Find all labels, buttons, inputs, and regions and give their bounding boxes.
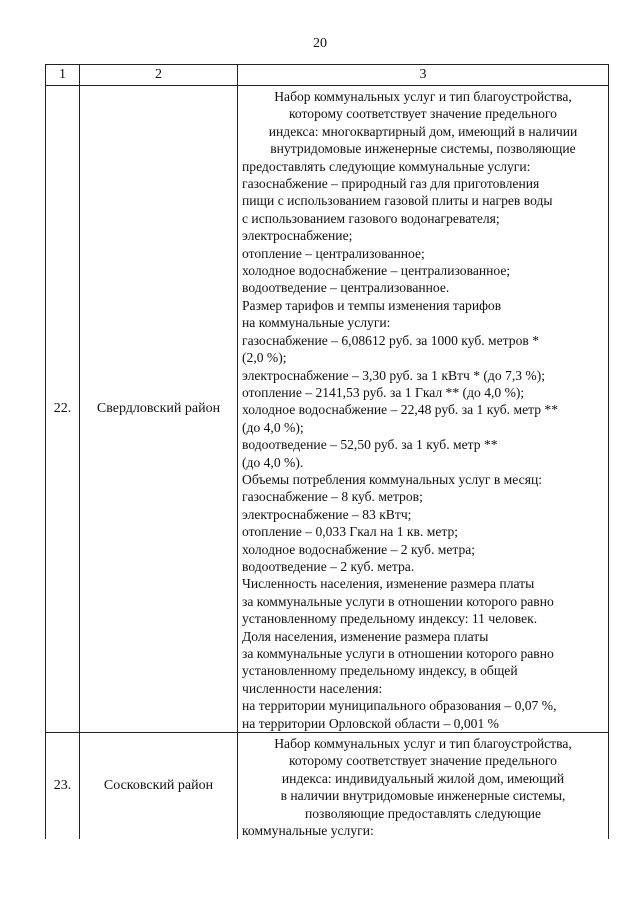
- content-line: с использованием газового водонагревателя;: [242, 210, 500, 226]
- content-line: Доля населения, изменение размера платы: [242, 628, 489, 644]
- content-line: на территории муниципального образования – 0,07 %,: [242, 698, 557, 714]
- content-line: (до 4,0 %).: [242, 454, 304, 470]
- content-line: электроснабжение;: [242, 228, 353, 244]
- content-line: индекса: индивидуальный жилой дом, имеющий: [281, 770, 565, 786]
- column-header-3: 3: [238, 65, 609, 86]
- content-line: холодное водоснабжение – централизованное;: [242, 263, 511, 279]
- row-content: [238, 733, 609, 840]
- content-line: Набор коммунальных услуг и тип благоустройства,: [274, 736, 572, 752]
- content-line: (до 4,0 %);: [242, 419, 304, 435]
- content-line: предоставлять следующие коммунальные услуги:: [242, 158, 531, 174]
- content-line: Численность населения, изменение размера платы: [242, 576, 535, 592]
- tariff-table: [45, 64, 609, 839]
- content-line: отопление – централизованное;: [242, 245, 425, 261]
- row-number: 23.: [46, 733, 80, 840]
- content-line: установленному предельному индексу, в общей: [242, 663, 518, 679]
- content-line: Набор коммунальных услуг и тип благоустройства,: [274, 89, 572, 104]
- content-line: за коммунальные услуги в отношении которого равно: [242, 593, 554, 609]
- content-line: электроснабжение – 83 кВтч;: [242, 506, 412, 522]
- content-line: которому соответствует значение предельного: [289, 753, 557, 769]
- content-line: индекса: многоквартирный дом, имеющий в наличии: [268, 123, 578, 139]
- content-line: на коммунальные услуги:: [242, 315, 391, 331]
- content-line: коммунальные услуги:: [242, 823, 374, 839]
- content-line: в наличии внутридомовые инженерные системы,: [280, 788, 566, 804]
- content-line: которому соответствует значение предельного: [289, 106, 557, 122]
- district-name: Свердловский район: [80, 86, 238, 733]
- content-line: газоснабжение – 8 куб. метров;: [242, 489, 423, 505]
- content-line: газоснабжение – 6,08612 руб. за 1000 куб. метров *: [242, 332, 539, 348]
- content-line: внутридомовые инженерные системы, позволяющие: [270, 141, 576, 157]
- content-line: отопление – 0,033 Гкал на 1 кв. метр;: [242, 524, 459, 540]
- content-line: водоотведение – 2 куб. метра.: [242, 558, 415, 574]
- column-header-2: 2: [80, 65, 238, 86]
- content-line: холодное водоснабжение – 22,48 руб. за 1 куб. метр **: [242, 402, 559, 418]
- table-header-row: [46, 65, 609, 86]
- content-line: водоотведение – 52,50 руб. за 1 куб. метр **: [242, 437, 498, 453]
- content-line: установленному предельному индексу: 11 человек.: [242, 611, 538, 627]
- table-row: [46, 733, 609, 840]
- content-line: пищи с использованием газовой плиты и нагрев воды: [242, 193, 553, 209]
- page-number: 20: [313, 36, 327, 51]
- row-content: [238, 86, 609, 733]
- content-line: электроснабжение – 3,30 руб. за 1 кВтч * (до 7,3 %);: [242, 367, 546, 383]
- content-line: отопление – 2141,53 руб. за 1 Гкал ** (до 4,0 %);: [242, 384, 525, 400]
- content-line: водоотведение – централизованное.: [242, 280, 450, 296]
- content-line: на территории Орловской области – 0,001 %: [242, 715, 499, 731]
- district-name: Сосковский район: [80, 733, 238, 840]
- content-line: позволяющие предоставлять следующие: [304, 805, 542, 821]
- content-line: численности населения:: [242, 680, 383, 696]
- content-line: (2,0 %);: [242, 350, 287, 366]
- content-line: газоснабжение – природный газ для приготовления: [242, 176, 540, 192]
- content-line: холодное водоснабжение – 2 куб. метра;: [242, 541, 476, 557]
- content-line: Размер тарифов и темпы изменения тарифов: [242, 297, 502, 313]
- table-row: [46, 86, 609, 733]
- column-header-1: 1: [46, 65, 80, 86]
- row-number: 22.: [46, 86, 80, 733]
- content-line: за коммунальные услуги в отношении которого равно: [242, 646, 554, 661]
- content-line: Объемы потребления коммунальных услуг в месяц:: [242, 471, 542, 487]
